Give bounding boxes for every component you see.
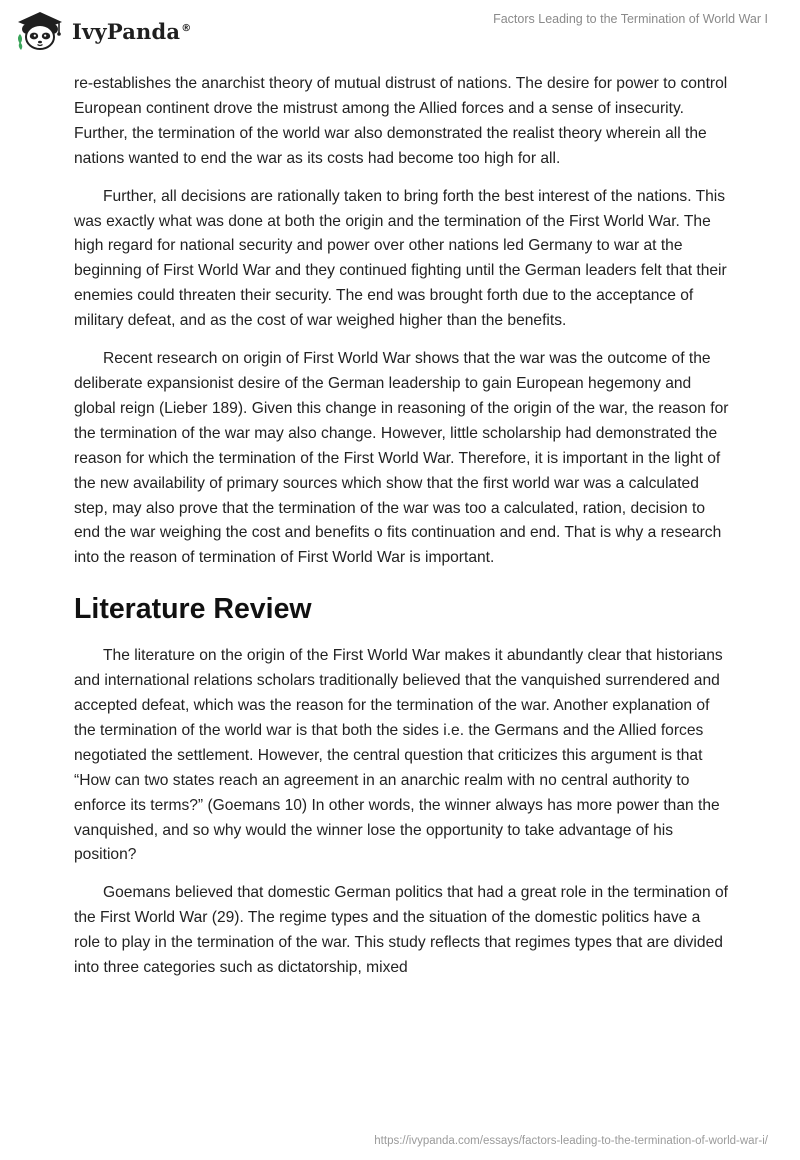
page-header [0, 0, 800, 66]
ivypanda-logo[interactable] [14, 8, 191, 52]
paragraph: Further, all decisions are rationally taken to bring forth the best interest of the nations. This was exactly what was done at both the origin and the termination of the First World War. The high regard for national security and power over other nations led Germany to war at the beginning of First World War and they continued fighting until the German leaders felt that their enemies could threaten their security. The end was brought forth due to the acceptance of military defeat, and as the cost of war weighed higher than the benefits. [74, 187, 727, 330]
document-title: Factors Leading to the Termination of World War I [493, 12, 768, 26]
paragraph-continued: re-establishes the anarchist theory of mutual distrust of nations. The desire for power to control European continent drove the mistrust among the Allied forces and a sense of insecurity. Further, the termination of the world war also demonstrated the realist theory wherein all the nations wanted to end the war as its costs had become too high for all. [74, 75, 728, 167]
source-url[interactable]: https://ivypanda.com/essays/factors-leading-to-the-termination-of-world-war-i/ [374, 1135, 768, 1147]
registered-mark: ® [181, 22, 192, 34]
panda-graduate-icon [14, 8, 66, 52]
paragraph: Recent research on origin of First World War shows that the war was the outcome of the deliberate expansionist desire of the German leadership to gain European hegemony and global reign (Lieber 189). Given this change in reasoning of the origin of the war, the reason for the termination of the war may also change. However, little scholarship had demonstrated the reason for which the termination of the First World War. Therefore, it is important in the light of the new availability of primary sources which show that the first world war was a calculated step, may also prove that the termination of the war was too a calculated, ration, decision to end the war weighing the cost and benefits o fits continuation and end. That is why a research into the reason of termination of First World War is important. [74, 350, 729, 567]
logo-wordmark: IvyPanda® [72, 18, 192, 44]
paragraph: Goemans believed that domestic German politics that had a great role in the termination of the First World War (29). The regime types and the situation of the domestic politics have a role to play in the termination of the war. This study reflects that regimes types that are divided into three categories such as dictatorship, mixed [74, 884, 728, 977]
paragraph: The literature on the origin of the First World War makes it abundantly clear that historians and international relations scholars traditionally believed that the vanquished surrendered and accepted defeat, which was the reason for the termination of the war. Another explanation of the termination of the world war is that both the sides i.e. the Germans and the Allied forces negotiated the settlement. However, the central question that criticizes this argument is that “How can two states reach an agreement in an anarchic realm with no central authority to enforce its terms?” (Goemans 10) In other words, the winner always has more power than the vanquished, and so why would the winner lose the opportunity to take advantage of his position? [74, 647, 723, 864]
section-heading-literature-review: Literature Review [74, 593, 312, 626]
essay-body [74, 72, 730, 994]
